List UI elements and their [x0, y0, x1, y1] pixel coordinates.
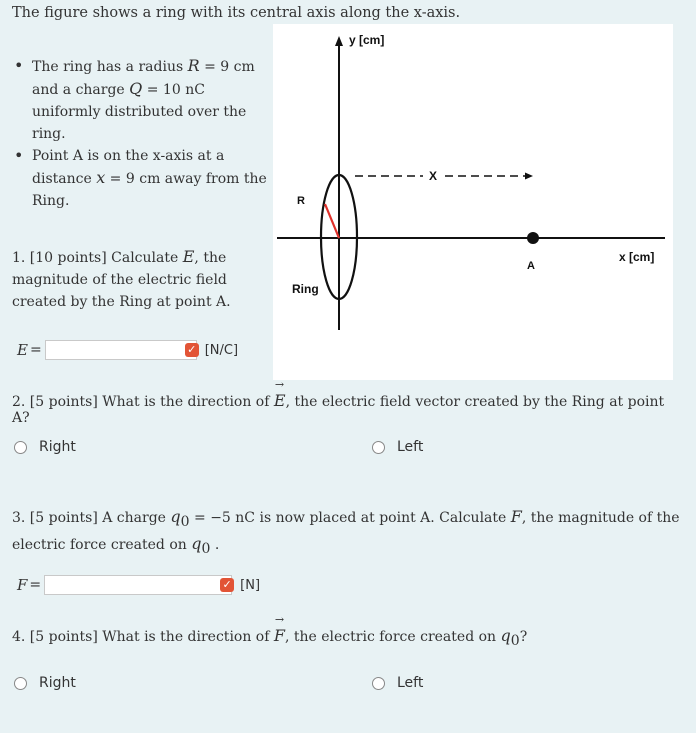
checkmark-icon[interactable]: ✓: [220, 578, 234, 592]
q2-option-left[interactable]: Left: [372, 439, 423, 455]
checkmark-icon[interactable]: ✓: [185, 343, 199, 357]
answer-row-f: F = ✓ [N]: [17, 576, 261, 594]
answer-label-e: E: [17, 341, 28, 359]
f-answer-input[interactable]: [44, 575, 232, 595]
radio-icon[interactable]: [372, 441, 385, 454]
e-unit: [N/C]: [204, 342, 239, 358]
distance-label: X: [429, 169, 438, 183]
radius-label: R: [297, 195, 305, 207]
given-point-info: • Point A is on the x-axis at a distance x = 9 cm away from the Ring.: [12, 145, 270, 212]
point-a-label: A: [527, 260, 535, 272]
radio-icon[interactable]: [372, 677, 385, 690]
given-ring-info: • The ring has a radius R = 9 cm and a charge Q = 10 nC uniformly distributed over the ring.: [12, 55, 270, 145]
y-axis-label: y [cm]: [349, 33, 385, 47]
question-3: 3. [5 points] A charge $q_0 = -5$ nC is now placed at point A. Calculate F, the magnitude of the electric force created on $q_0$ .: [12, 507, 680, 557]
answer-label-f: F: [17, 576, 28, 594]
y-axis-arrowhead: [335, 36, 343, 46]
point-a-dot: [527, 232, 539, 244]
question-1: 1. [10 points] Calculate E, the magnitude of the electric field created by the Ring at point A.: [12, 247, 231, 310]
distance-arrowhead: [525, 173, 533, 180]
radio-icon[interactable]: [14, 677, 27, 690]
q2-option-right[interactable]: Right: [14, 439, 76, 455]
intro-text: The figure shows a ring with its central axis along the x-axis.: [12, 5, 461, 21]
given-info-list: [12, 55, 270, 212]
x-axis-label: x [cm]: [619, 250, 655, 264]
question-2: 2. [5 points] What is the direction of → E, the electric field vector created by the Ring at point A?: [12, 391, 682, 426]
radio-icon[interactable]: [14, 441, 27, 454]
radius-line: [325, 204, 339, 238]
ring-label: Ring: [292, 282, 319, 296]
ring-diagram: [273, 24, 673, 380]
f-unit: [N]: [240, 577, 261, 593]
ring-figure: [273, 24, 673, 380]
q4-option-right[interactable]: Right: [14, 675, 76, 691]
q4-option-left[interactable]: Left: [372, 675, 423, 691]
question-4: 4. [5 points] What is the direction of → F, the electric force created on $q_0$?: [12, 626, 682, 649]
answer-row-e: E = ✓ [N/C]: [17, 341, 239, 359]
e-answer-input[interactable]: [45, 340, 197, 360]
